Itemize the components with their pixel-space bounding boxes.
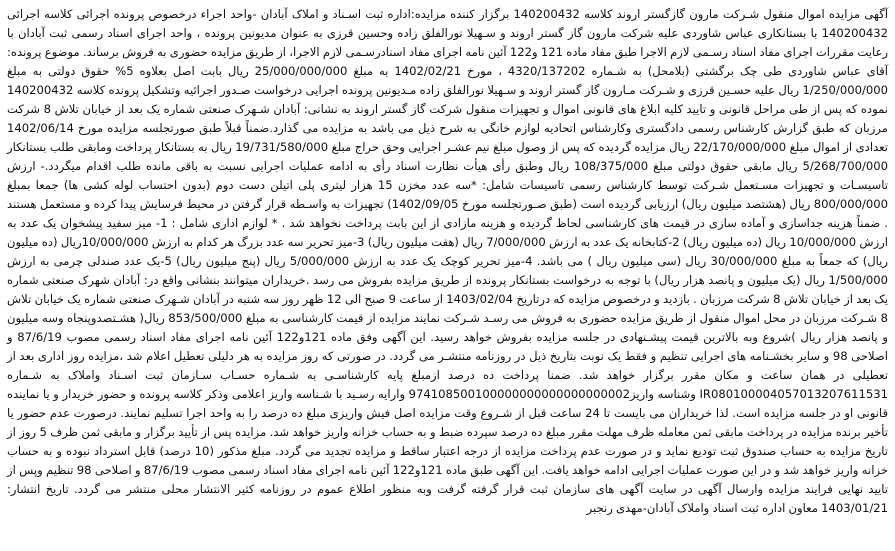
auction-notice-text: آگهی مزایده اموال منقول شـرکت مارون گازگستر اروند کلاسه 140200432 برگزار کننده مزایده:اداره ثبت اسـناد و املاک آبادان -واحد اجراء درخصوص پرونده اجرائی کلاسه اجرائی 140200432 با بستانکاری عباس شاوردی علیه شرکت مارون گاز گستر اروند و سـهیلا نورالفلق زاده وحسین قرزی به عنوان مدیونین پرونده ، واحد اجرای اسناد رسمی ثبت آبادان با رعایت مقررات اجرای مفاد اسناد رسـمی لازم الاجرا طبق مفاد ماده 121 و122 آئین نامه اجرای مفاد اسنادرسـمی لازم الاجرا، از طریق مزایده حضوری به فروش برساند. موضوع پرونده: آقای عباس شاوردی طی چک برگشتی (بلامحل) به شـماره 4320/137202 ، مورخ 1402/02/21 به مبلغ 25/000/000/000 ریال بابت اصل بعلاوه 5% حقوق دولتی به مبلغ 1/250/000/000 ریال علیه حسـین قرزی و شـرکت مـارون گاز گستر اروند و سـهیلا نورالفلق زاده مـدیونین پرونده اجرایی درخواست صـدور اجرائیه وتشکیل پرونده کلاسه 140200432 نموده که پس از طی مراحل قانونی و تایید کلیه ابلاغ های قانونی اموال و تجهیزات منقول شرکت گاز گستر اروند به نشانی: آبادان شـهرک صنعتی شماره یک بعد از خیابان تلاش 8 شرکت مرزبان که طبق گزارش کارشناس رسمی دادگستری وکارشناس اتحادیه لوازم خانگی به شرح ذیل می باشد به مزایده می گذارد.ضمناً قبلاً طبق صورتجلسه مزایده مورخ 1402/06/14 تعدادی از اموال مبلغ 22/170/000/000 ریال مزایده گردیده که پس از وصول مبلغ نیم عشـر اجرایی وحق حراج مبلغ 19/731/580/000 ریال به بستانکار پرداخت ومابقی طلب بستانکار 5/268/700/000 ریال مابقی حقوق دولتی مبلغ 108/375/000 ریال وطبق رأی هیأت نظارت اسناد رأی به ادامه عملیات اجرایی نسبت به باقی مانده طلب اقدام میگردد.- ارزش تاسیسـات و تجهیزات مسـتعمل شـرکت توسط کارشناس رسمی تاسیسات شامل: *سه عدد مخزن 15 هزار لیتری پلی اتیلن دست دوم (بدون احتساب لوله کشی ها) جمعا بمبلغ 800/000/000 ریال (هشتصد میلیون ریال) ارزیابی گردیده است (طبق صـورتجلسه مورخ 1402/09/05) تجهیزات به واسـطه قرار گرفتن در محیط فرسایش پیدا کرده و مستعمل هستند . ضمناً هزینه جداسازی و آماده سازی در قیمت های کارشناسی لحاظ گردیده و هزینه مازادی از این بابت پرداخت نخواهد شد . * لوازم اداری شامل : 1- میز سفید پیشخوان یک عدد به ارزش 10/000/000 ریال (ده میلیون ریال) 2-کتابخانه یک عدد به ارزش 7/000/000 ریال (هفت میلیون ریال) 3-میز تحریر سه عدد بزرگ هر کدام به ارزش 10/000/000ریال (ده میلیون ریال) که جمعاً به مبلغ 30/000/000 ریال (سی میلیون ریال ) می باشد. 4-میز تحریر کوچک یک عدد به ارزش 5/000/000 ریال (پنج میلیون ریال) 5-یک عدد صندلی چرمی به ارزش 1/500/000 ریال (یک میلیون و پانصد هزار ریال) با توجه به درخواست بستانکار پرونده از طریق مزایده بفروش می رسد .خریداران میتوانند بنشانی واقع در: آبادان شهرک صنعتی شماره یک بعد از خیابان تلاش 8 شرکت مرزبان . بازدید و درخصوص مزایده که درتاریخ 1403/02/04 از ساعت 9 صبح الی 12 ظهر روز سه شنبه در آبادان شـهرک صنعتی شماره یک خیابان تلاش 8 شـرکت مرزبان در محل اموال منقول از طریق مزایده حضوری به فروش می رسـد شـرکت نمایند مزایده از قیمت کارشناسی به مبلغ 853/500/000 ریال( هشـتصدوپنجاه وسه میلیون و پانصد هزار ریال )شروع وبه بالاترین قیمت پیشـنهادی در جلسه مزایده بفروش خواهد رسید. این آگهی وفق ماده 121و122 آئین نامه اجرای مفاد اسناد رسمی مصوب 87/6/19 و اصلاحی 98 و سایر بخشـنامه های اجرایی تنظیم و فقط یک نوبت بتاریخ ذیل در روزنامه منتشـر می گردد. در صورتی که روز مزایده به هر دلیلی تعطیل اعلام شد ،مزایده روز اداری بعد از تعطیلی در همان ساعت و مکان مقرر برگزار خواهد شد. ضمنا پرداخت ده درصد ازمبلغ پایه کارشناسـی به شـماره حسـاب سـازمان ثبت اسـناد واملاک به شـماره IR080100004057013207611531 وشناسه واریز974108500100000000000000000002 وارایه رسـید با شـناسه واریز اعلامی وذکر کلاسه پرونده و حضور خریدار و یا نماینده قانونی او در جلسه مزایده است. لذا خریداران می بایست تا 24 ساعت قبل از شـروع وقت مزایده اصل فیش واریزی مبلغ ده درصد را به واحد اجرا تسلیم نمایند. درصورت عدم حضور یا تأخیر برنده مزایده در پرداخت مابقی ثمن معامله ظرف مهلت مقرر مبلغ ده درصد سپرده ضبط و به حساب خزانه واریز خواهد شد. مزایده پس از تأیید برگزار و مابقی ثمن ظرف 5 روز از تاریخ مزایده به حساب صندوق ثبت تودیع نماید و در صورت عدم پرداخت مزایده از درجه اعتبار ساقط و مزایده تجدید می گردد. مبلغ مذکور (10 درصد) قابل استرداد نبوده و به حساب خزانه واریز خواهد شد و در این صورت عملیات اجرایی ادامه خواهد یافت. این آگهی طبق ماده 121و122 آئین نامه اجرای مفاد اسناد رسمی مصوب 87/6/19 و اصلاحی 98 تنظیم وپس از تایید نهایی فرایند مزایده وارسال آگهی در سایت آگهی های سازمان ثبت قرار گرفته گرفت وبه منظور اطلاع عموم در روزنامه کثیر الانتشار محلی منتشر می گردد. تاریخ انتشار: 1403/01/21 معاون اداره ثبت اسناد واملاک آبادان-مهدی رنجبر <box>7 7 889 515</box>
